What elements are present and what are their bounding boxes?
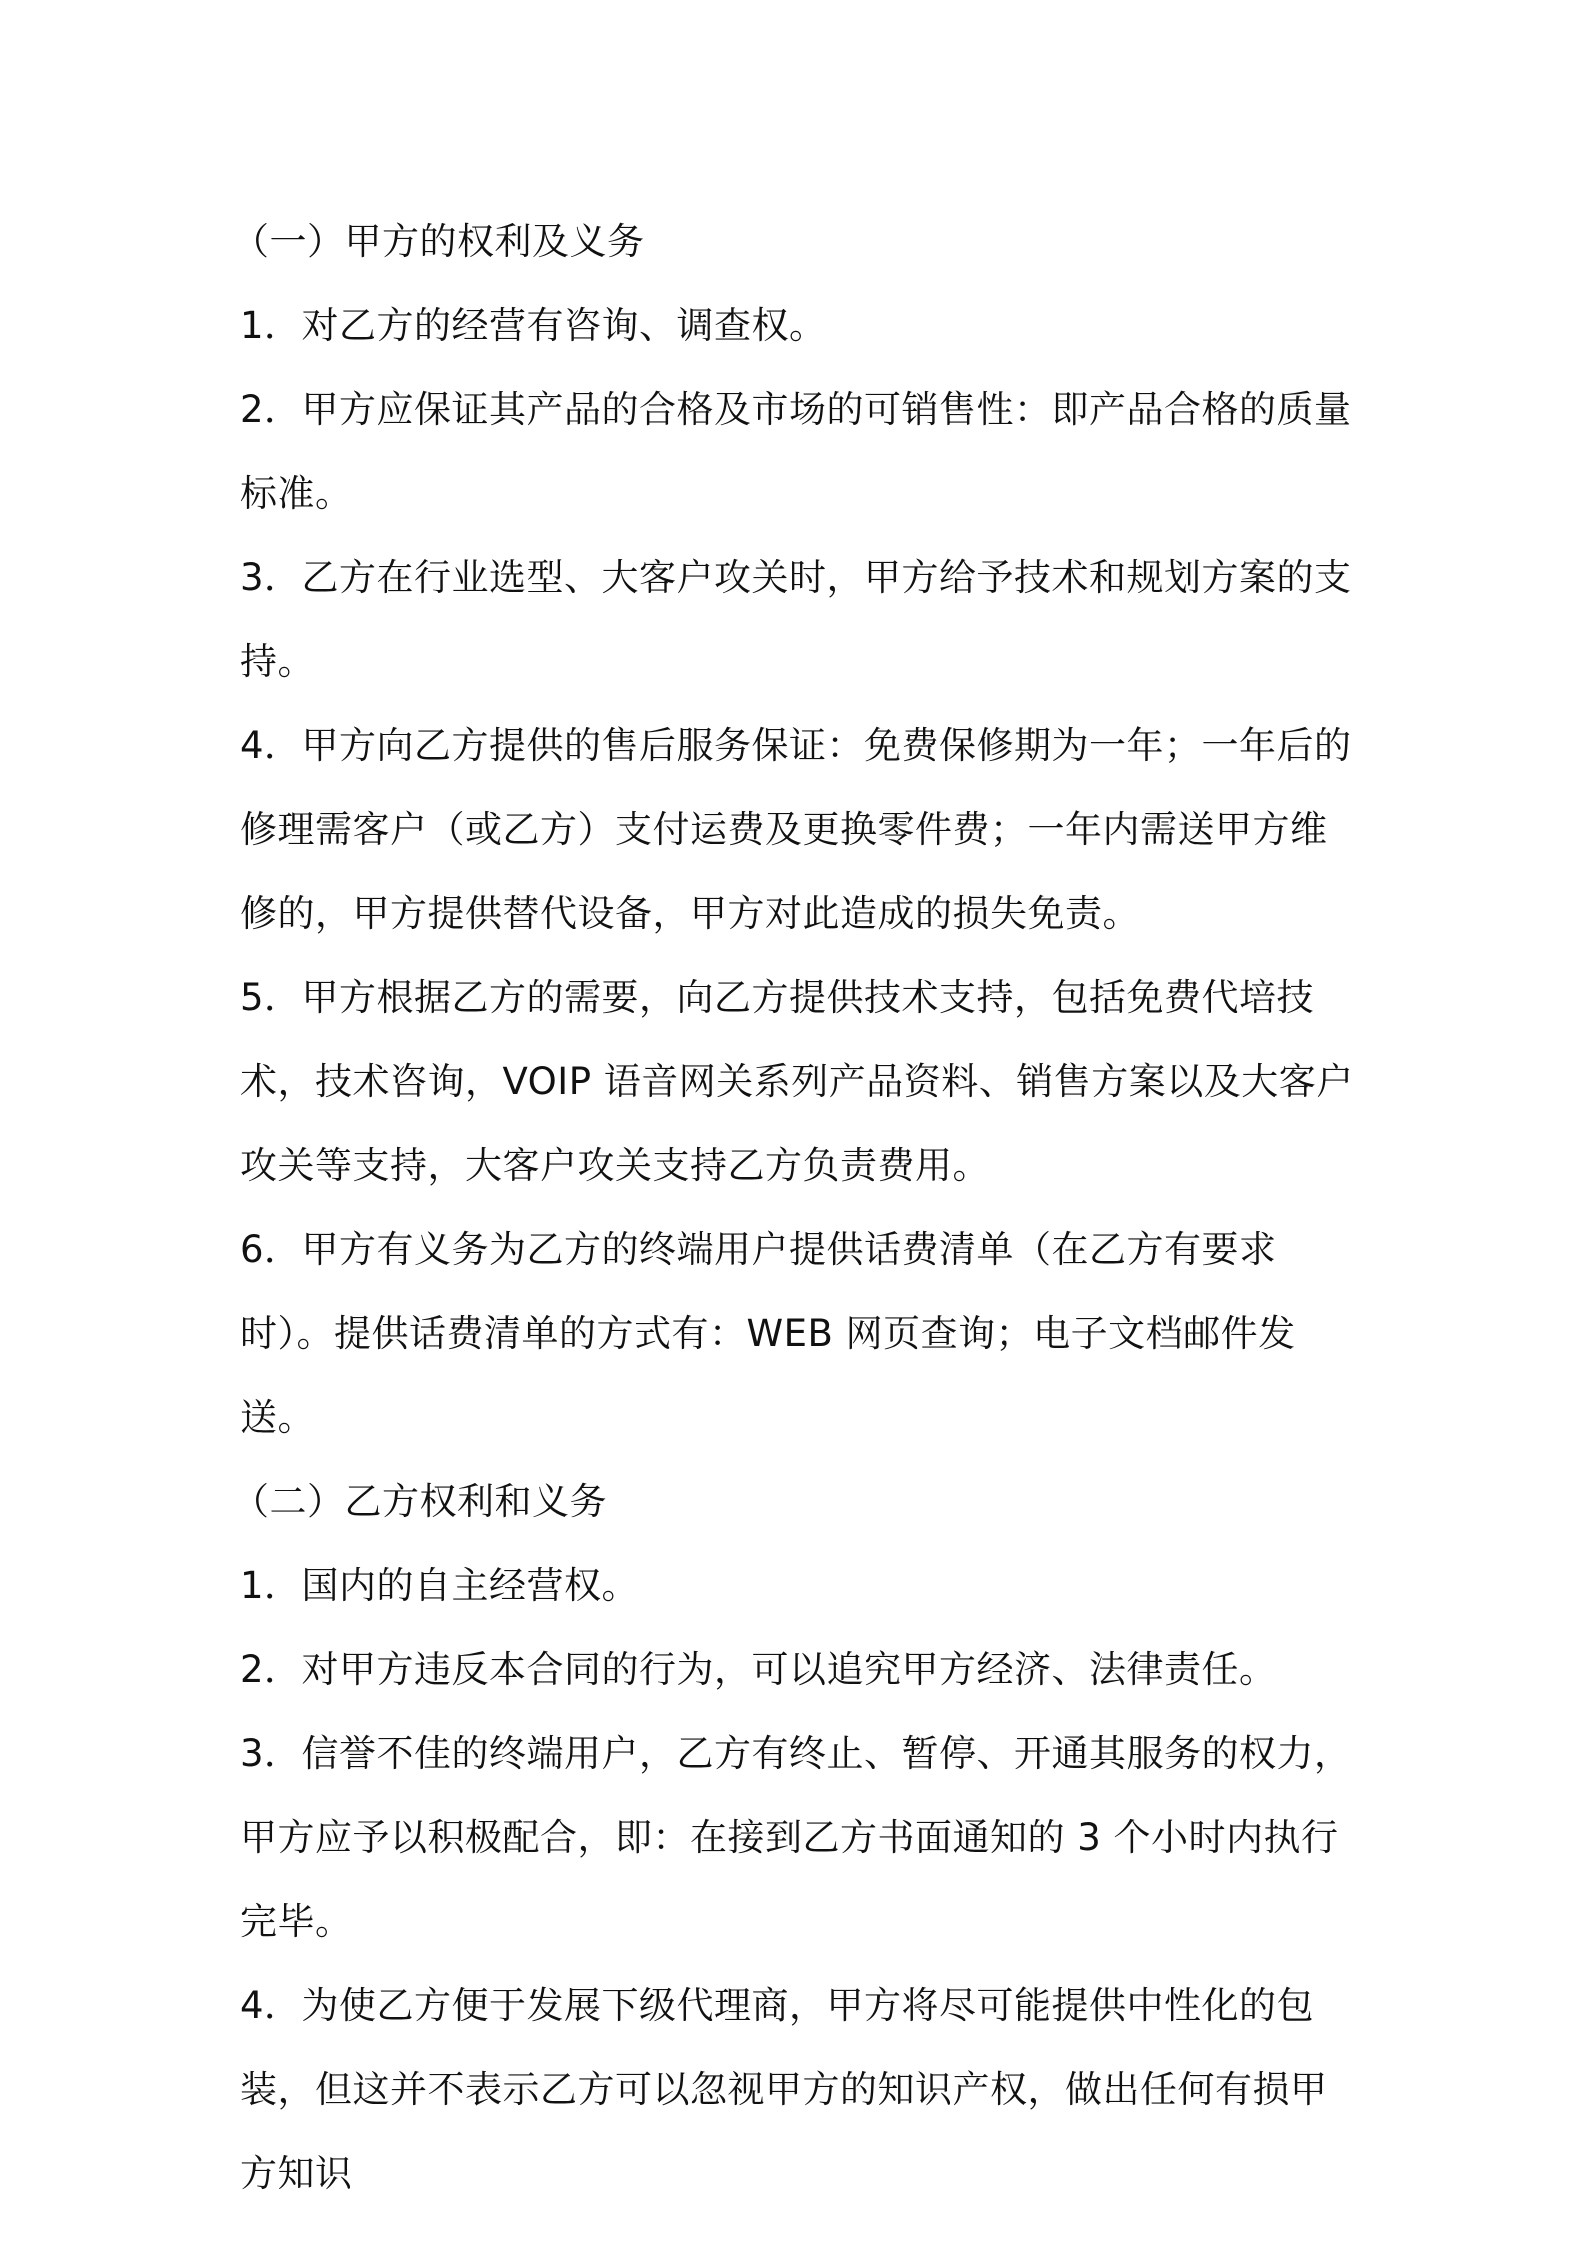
paragraph: 1．对乙方的经营有咨询、调查权。 [240, 304, 827, 347]
paragraph: 4．甲方向乙方提供的售后服务保证：免费保修期为一年；一年后的修理需客户（或乙方）支付运费及更换零件费；一年内需送甲方维修的，甲方提供替代设备，甲方对此造成的损失免责。 [240, 724, 1352, 935]
section-heading: （一）甲方的权利及义务 [232, 220, 645, 263]
paragraph: 4．为使乙方便于发展下级代理商，甲方将尽可能提供中性化的包装，但这并不表示乙方可以忽视甲方的知识产权，做出任何有损甲方知识 [240, 1984, 1328, 2195]
section-heading: （二）乙方权利和义务 [232, 1480, 607, 1523]
paragraph: 2．对甲方违反本合同的行为，可以追究甲方经济、法律责任。 [240, 1648, 1277, 1691]
document-body [232, 200, 1360, 2216]
paragraph: 5．甲方根据乙方的需要，向乙方提供技术支持，包括免费代培技术，技术咨询，VOIP 语音网关系列产品资料、销售方案以及大客户攻关等支持，大客户攻关支持乙方负责费用。 [240, 976, 1354, 1187]
paragraph: 1．国内的自主经营权。 [240, 1564, 640, 1607]
paragraph: 3．信誉不佳的终端用户，乙方有终止、暂停、开通其服务的权力，甲方应予以积极配合，即：在接到乙方书面通知的 3 个小时内执行完毕。 [240, 1732, 1352, 1943]
paragraph: 2．甲方应保证其产品的合格及市场的可销售性：即产品合格的质量标准。 [240, 388, 1352, 515]
paragraph: 3．乙方在行业选型、大客户攻关时，甲方给予技术和规划方案的支持。 [240, 556, 1352, 683]
paragraph: 6．甲方有义务为乙方的终端用户提供话费清单（在乙方有要求时）。提供话费清单的方式有：WEB 网页查询；电子文档邮件发送。 [240, 1228, 1296, 1439]
